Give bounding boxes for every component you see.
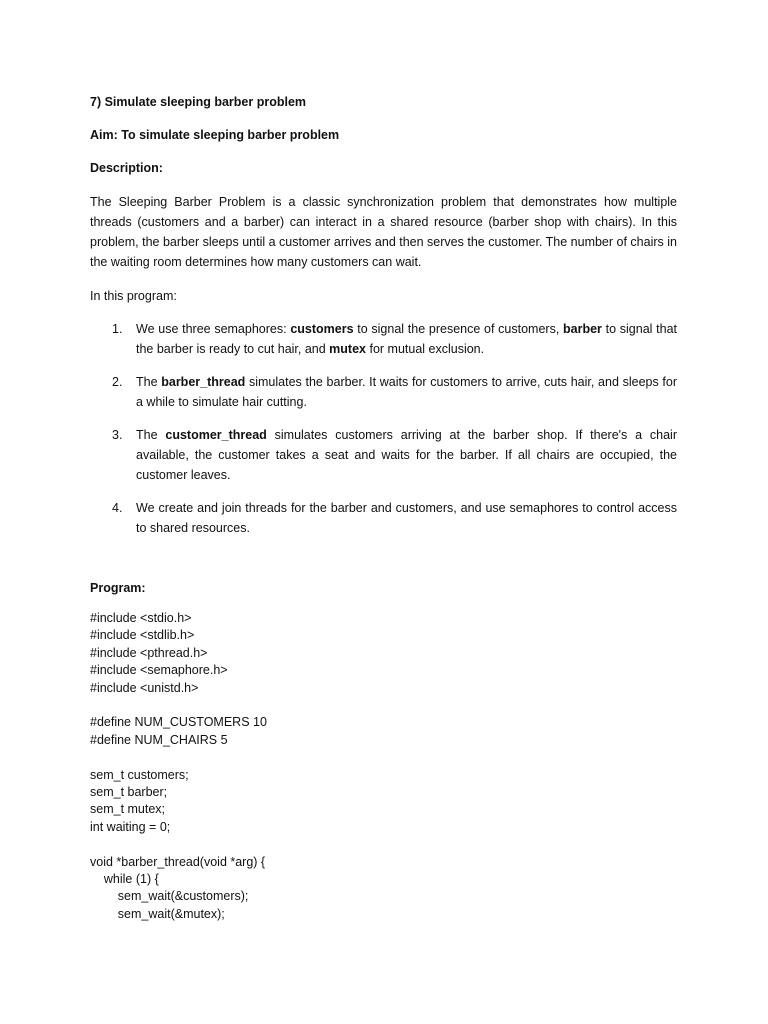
list-item — [90, 425, 677, 485]
intro-line: In this program: — [90, 289, 177, 303]
list-text: We use three semaphores: — [136, 322, 291, 336]
list-text: The — [136, 375, 162, 389]
aim-line: Aim: To simulate sleeping barber problem — [90, 128, 340, 142]
code-line: sem_t mutex; — [90, 802, 166, 817]
list-item — [90, 372, 677, 412]
document-title: 7) Simulate sleeping barber problem — [90, 95, 307, 109]
code-block — [90, 610, 677, 923]
list-text: to signal that the barber is ready to cut hair, and — [136, 322, 678, 356]
code-line: #include <pthread.h> — [90, 645, 208, 660]
explanation-list — [90, 319, 677, 538]
list-number: 4. — [112, 501, 123, 515]
code-line — [90, 749, 677, 766]
list-text-bold: mutex — [329, 342, 366, 356]
list-item — [90, 319, 677, 359]
code-line — [90, 836, 677, 853]
code-line: #include <unistd.h> — [90, 680, 199, 695]
description-heading: Description: — [90, 161, 163, 175]
code-line: while (1) { — [90, 872, 159, 887]
code-line: sem_t barber; — [90, 785, 168, 800]
code-line: sem_wait(&mutex); — [90, 906, 225, 921]
list-text: to signal the presence of customers, — [353, 322, 564, 336]
list-text: for mutual exclusion. — [366, 342, 485, 356]
code-line: #define NUM_CUSTOMERS 10 — [90, 715, 267, 730]
list-text: We create and join threads for the barber and customers, and use semaphores to control access to shared resources. — [136, 501, 677, 535]
code-line: sem_t customers; — [90, 767, 189, 782]
list-text: The — [136, 428, 166, 442]
code-line — [90, 697, 677, 714]
description-paragraph: The Sleeping Barber Problem is a classic synchronization problem that demonstrates how multiple threads (customers and a barber) can interact in a shared resource (barber shop with chairs). In this problem, the barber sleeps until a customer arrives and then serves the customer. The number of chairs in the waiting room determines how many customers can wait. — [90, 195, 677, 269]
list-text: simulates the barber. It waits for customers to arrive, cuts hair, and sleeps for a while to simulate hair cutting. — [136, 375, 678, 409]
list-text-bold: barber — [563, 322, 602, 336]
list-text: simulates customers arriving at the barber shop. If there's a chair available, the customer takes a seat and waits for the barber. If all chairs are occupied, the customer leaves. — [136, 428, 677, 482]
list-number: 3. — [112, 428, 123, 442]
list-number: 2. — [112, 375, 123, 389]
code-line: int waiting = 0; — [90, 819, 171, 834]
list-item — [90, 498, 677, 538]
code-line: #include <stdlib.h> — [90, 628, 195, 643]
code-line: sem_wait(&customers); — [90, 889, 249, 904]
list-text-bold: customer_thread — [165, 428, 267, 442]
code-line: #include <stdio.h> — [90, 611, 192, 625]
program-heading: Program: — [90, 581, 146, 595]
code-line: #include <semaphore.h> — [90, 663, 228, 678]
list-number: 1. — [112, 322, 123, 336]
document-page — [90, 92, 677, 923]
code-line: void *barber_thread(void *arg) { — [90, 854, 266, 869]
list-text-bold: customers — [290, 322, 354, 336]
list-text-bold: barber_thread — [161, 375, 246, 389]
code-line: #define NUM_CHAIRS 5 — [90, 732, 228, 747]
